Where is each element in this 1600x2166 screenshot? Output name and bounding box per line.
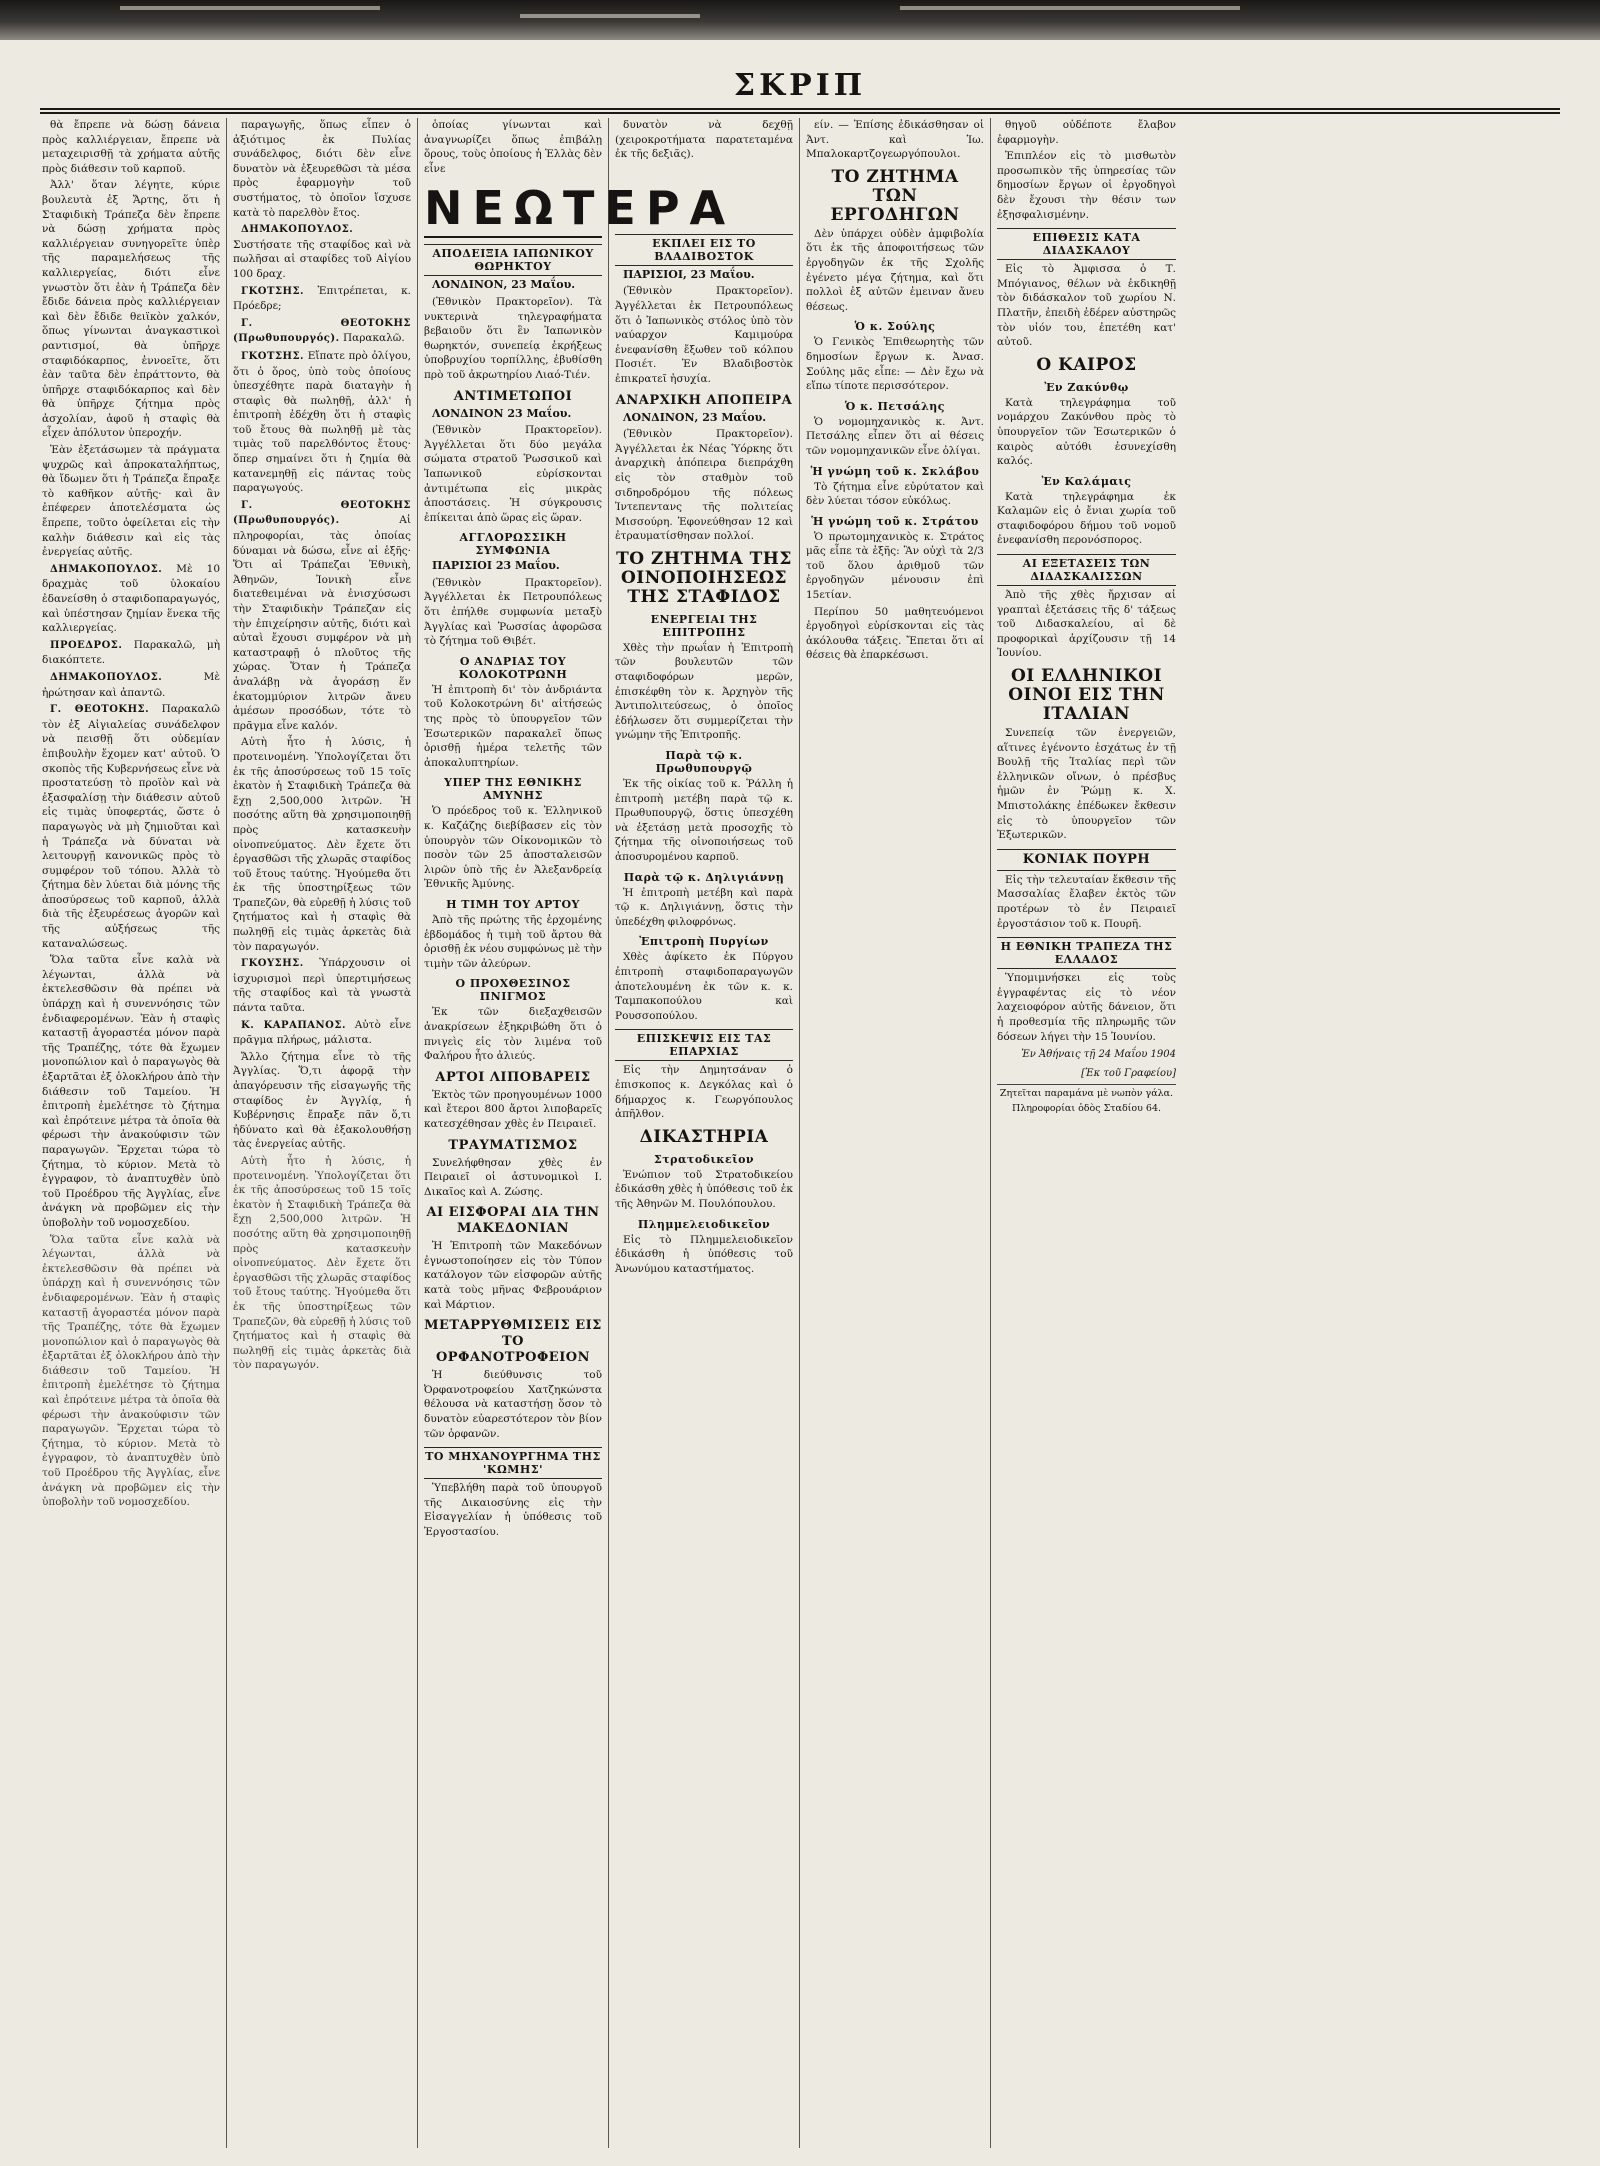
speaker-name: ΠΡΟΕΔΡΟΣ.	[50, 639, 123, 651]
speaker-name: ΓΚΟΤΣΗΣ.	[241, 285, 305, 297]
headline: ΑΠΟΔΕΙΞΙΑ ΙΑΠΩΝΙΚΟΥ ΘΩΡΗΚΤΟΥ	[424, 244, 602, 276]
headline: ΤΟ ΖΗΤΗΜΑ ΤΗΣ ΟΙΝΟΠΟΙΗΣΕΩΣ ΤΗΣ ΣΤΑΦΙΔΟΣ	[616, 548, 792, 607]
paragraph: θηγοῦ οὐδέποτε ἔλαβον ἐφαρμογὴν.	[997, 119, 1176, 146]
paragraph: Ἀπὸ τῆς πρώτης τῆς ἐρχομένης ἑβδομάδος ἡ τιμὴ τοῦ ἄρτου θὰ ὁρισθῇ ἐκ νέου συμφώνως μὲ τὴν τιμὴν τῶν ἀλεύρων.	[424, 913, 602, 970]
speech-text: Παρακαλῶ, μὴ διακόπτετε.	[42, 638, 221, 667]
speech	[233, 284, 411, 314]
paragraph: Κατὰ τηλεγράφημα ἐκ Καλαμῶν εἰς ὁ ἔνιαι χωρία τοῦ σταφιδοφόρου δήμου τοῦ νομοῦ ἐνεφανίσθη περονόσπορος.	[997, 490, 1176, 547]
paragraph: Ὁ πρωτομηχανικὸς κ. Στράτος μᾶς εἶπε τὰ ἑξῆς: Ἂν οὐχὶ τὰ 2/3 τοῦ ὅλου ἀριθμοῦ τῶν ἐργοδηγῶν μένουσιν ἐπὶ 15ετίαν.	[806, 530, 984, 602]
masthead-rule-2	[40, 112, 1560, 114]
speech-text: Εἴπατε πρὸ ὀλίγου, ὅτι ὁ ὅρος, ὑπὸ τοὺς ὁποίους ὑπεσχέθητε παρὰ διαταγὴν ἡ σταφὶς θὰ πωληθῇ, ἀλλ' ἡ ἐπιτροπὴ ἐδέχθη ὅτι ἡ σταφὶς τοῦ ἔτους θὰ πωληθῇ μὲ τὰς τιμὰς τοῦ παρελθόντος ἔτους· ὅπερ σημαίνει ὅτι ἡ ζημία θὰ κατανεμηθῇ εἰς πάντας τοὺς παραγωγούς.	[233, 349, 411, 495]
paragraph: Ἀλλ' ὅταν λέγητε, κύριε βουλευτὰ ἐξ Ἄρτης, ὅτι ἡ Σταφιδικὴ Τράπεζα δὲν ἔπρεπε νὰ δώσῃ χρήματα πρὸς καλλιέργειαν συνηγορεῖτε ὑπὲρ τῆς παραμελήσεως τῆς καλλιεργείας, διότι εἶνε γνωστὸν ὅτι ἐὰν ἡ Τράπεζα δὲν ἔδιδε δάνεια πρὸς καλλιέργειαν καὶ δὲν ἔδιδε θειϊκὸν χαλκόν, ὅπως γίνωνται ἀναγκαστικοὶ ραντισμοί, θὰ ὑπῆρχε σταφιδόκαρπος, ἐννοεῖτε, ὅτι ἐὰν ταῦτα δὲν ἐπράττοντο, θὰ ὑπῆρχε σταφιδόκαρπος καὶ δὲν θὰ ὑπῆρχε ζήτημα πρὸς ἀσχολίαν, ἀφοῦ ἡ σταφὶς θὰ εἶχεν ἀπόλυτον ὑπεροχήν.	[42, 179, 220, 440]
masthead-rule	[40, 108, 1560, 110]
headline: ΕΠΙΘΕΣΙΣ ΚΑΤΑ ΔΙΔΑΣΚΑΛΟΥ	[997, 228, 1176, 260]
subheadline: Πλημμελειοδικεῖον	[637, 1217, 771, 1231]
speaker-name: Γ. ΘΕΟΤΟΚΗΣ (Πρωθυπουργός).	[233, 499, 411, 527]
speech-text: Αὐτὸ εἶνε πρᾶγμα πλήρως, μάλιστα.	[233, 1018, 411, 1047]
headline: ΥΠΕΡ ΤΗΣ ΕΘΝΙΚΗΣ ΑΜΥΝΗΣ	[444, 776, 582, 803]
subheadline: Παρὰ τῷ κ. Πρωθυπουργῷ	[655, 749, 753, 776]
paragraph: Ἐπιπλέον εἰς τὸ μισθωτὸν προσωπικὸν τῆς ὑπηρεσίας τῶν δημοσίων ἔργων οἱ ἐργοδηγοὶ δὲν ἔχουσι τὴν θέσιν των ἐξησφαλισμένην.	[997, 150, 1176, 221]
speech	[233, 498, 411, 734]
paragraph: Ἐὰν ἐξετάσωμεν τὰ πράγματα ψυχρῶς καὶ ἀπροκαταλήπτως, θὰ ἴδωμεν ὅτι ἡ Τράπεζα ἔπραξε τὸ καθῆκον αὐτῆς· καὶ ἂν ἐπέφερεν ἀποτελέσματα ὡς ἔπρεπε, τοῦτο ὀφείλεται εἰς τὴν καλὴν διάθεσιν καὶ εἰς τὰς ἐνεργείας αὐτῆς.	[42, 444, 220, 559]
dateline: ΛΟΝΔΙΝΟΝ 23 Μαΐου.	[432, 406, 572, 420]
paragraph: Τὸ ζήτημα εἶνε εὐρύτατον καὶ δὲν λύεται τόσον εὐκόλως.	[806, 480, 984, 508]
speaker-name: ΓΚΟΥΣΗΣ.	[241, 958, 304, 970]
paragraph: Ἡ ἐπιτροπὴ δι' τὸν ἀνδριάντα τοῦ Κολοκοτρώνη δι' αἰτήσεώς της πρὸς τὸ ὑπουργεῖον τῶν Ἐσωτερικῶν παρακαλεῖ ὅπως ὁρισθῇ ἡμέρα τελετῆς τῶν ἀποκαλυπτηρίων.	[424, 683, 602, 769]
paragraph: Αὐτὴ ἦτο ἡ λύσις, ἡ προτεινομένη. Ὑπολογίζεται ὅτι ἐκ τῆς ἀποσύρσεως τοῦ 15 τοῖς ἑκατὸν ἡ Σταφιδικὴ Τράπεζα θὰ ἔχῃ 2,500,000 λιτρῶν. Ἡ ποσότης αὕτη θὰ χρησιμοποιηθῇ πρὸς κατασκευὴν οἰνοπνεύματος. Δὲν ἔχετε ὅτι ἐργασθῶσι τῆς χλωρᾶς σταφίδος τοῦ ἔτους ταύτης. Ἡγούμεθα ὅτι ἐκ τῆς ὑποστηρίξεως τῶν Τραπεζῶν, θὰ εὑρεθῇ ἡ λύσις τοῦ ζητήματος καὶ ἡ σταφὶς θὰ πωληθῇ εἰς τιμὰς ἀρκετὰς διὰ τὸν παραγωγόν.	[233, 1154, 411, 1372]
paragraph: Συνεπείᾳ τῶν ἐνεργειῶν, αἵτινες ἐγένοντο ἐσχάτως ἐν τῇ Βουλῇ τῆς Ἰταλίας περὶ τῶν ἑλληνικῶν οἴνων, ὁ πρέσβυς ἡμῶν ἐν Ῥώμῃ κ. Χ. Μπιστολάκης ἐπέδωκεν ἔκθεσιν εἰς τὸ ὑπουργεῖον τῶν Ἐξωτερικῶν.	[997, 727, 1176, 842]
headline: Ο ΑΝΔΡΙΑΣ ΤΟΥ ΚΟΛΟΚΟΤΡΩΝΗ	[458, 654, 568, 681]
headline: ΕΚΠΛΕΙ ΕΙΣ ΤΟ ΒΛΑΔΙΒΟΣΤΟΚ	[615, 234, 793, 266]
paragraph: Ὅλα ταῦτα εἶνε καλὰ νὰ λέγωνται, ἀλλὰ νὰ ἐκτελεσθῶσιν θὰ πρέπει νὰ ὑπάρχῃ καὶ ἡ συνεννόησις τῶν ἐνδιαφερομένων. Ἐὰν ἡ σταφὶς καταστῇ ἀγοραστέα μόνον παρὰ τῆς Τραπέζης, τότε θὰ ἔχωμεν μονοπώλιον καὶ ὁ παραγωγὸς θὰ ἐξαρτᾶται ἐξ ὁλοκλήρου ἀπὸ τὴν διάθεσιν τοῦ Ταμείου. Ἡ ἐπιτροπὴ ἐμελέτησε τὸ ζήτημα καὶ ἐπρότεινε μέτρα τὰ ὁποῖα θὰ φέρωσι τὴν ἀνακούφισιν τῶν παραγωγῶν. Ἔρχεται τώρα τὸ ζήτημα, τὸ κύριον. Μετὰ τὸ ἐγγραφον, τὸ ἀναπτυχθὲν ὑπὸ τοῦ Προέδρου τῆς Ἀγγλίας, εἶνε ἀνάγκη νὰ προβῶμεν εἰς τὴν ὑποβολὴν τοῦ νομοσχεδίου.	[42, 954, 220, 1229]
paragraph: Ἡ ἐπιτροπὴ μετέβη καὶ παρὰ τῷ κ. Δηλιγιάννῃ, ὅστις τὴν ὑπεδέχθη φιλοφρόνως.	[615, 886, 793, 928]
source-note: [Ἐκ τοῦ Γραφείου]	[1081, 1067, 1176, 1079]
classified-note: Ζητεῖται παραμάνα μὲ νωπὸν γάλα. Πληροφορίαι ὁδὸς Σταδίου 64.	[997, 1084, 1176, 1116]
speaker-name: Κ. ΚΑΡΑΠΑΝΟΣ.	[241, 1019, 346, 1031]
speaker-name: Γ. ΘΕΟΤΟΚΗΣ.	[50, 704, 150, 716]
subheadline: Ἐν Ζακύνθῳ	[1044, 380, 1129, 394]
subheadline: Ὁ κ. Σούλης	[854, 320, 936, 334]
column-5	[800, 118, 991, 2148]
speaker-name: ΔΗΜΑΚΟΠΟΥΛΟΣ.	[50, 671, 163, 683]
speech	[233, 956, 411, 1015]
speaker-name: ΔΗΜΑΚΟΠΟΥΛΟΣ.	[241, 224, 354, 236]
speech-text: Παρακαλῶ.	[342, 332, 405, 345]
column-6	[991, 118, 1182, 2148]
paragraph: Αὐτὴ ἦτο ἡ λύσις, ἡ προτεινομένη. Ὑπολογίζεται ὅτι ἐκ τῆς ἀποσύρσεως τοῦ 15 τοῖς ἑκατὸν ἡ Σταφιδικὴ Τράπεζα θὰ ἔχῃ 2,500,000 λιτρῶν. Ἡ ποσότης αὕτη θὰ χρησιμοποιηθῇ πρὸς κατασκευὴν οἰνοπνεύματος. Δὲν ἔχετε ὅτι ἐργασθῶσι τῆς χλωρᾶς σταφίδος τοῦ ἔτους ταύτης. Ἡγούμεθα ὅτι ἐκ τῆς ὑποστηρίξεως τῶν Τραπεζῶν, θὰ εὑρεθῇ ἡ λύσις τοῦ ζητήματος καὶ ἡ σταφὶς θὰ πωληθῇ εἰς τιμὰς ἀρκετὰς διὰ τὸν παραγωγόν.	[233, 736, 411, 953]
paragraph: Ἐκ τῶν διεξαχθεισῶν ἀνακρίσεων ἐξηκριβώθη ὅτι ὁ πνιγεὶς εἰς τὸν λιμένα τοῦ Φαλήρου ἦτο ἀλιεύς.	[424, 1006, 602, 1063]
speech-text: Αἱ πληροφορίαι, τὰς ὁποίας δύναμαι νὰ δώσω, εἶνε αἱ ἑξῆς· Ὅτι αἱ Τράπεζαι Ἐθνικὴ, Ἀθηνῶν, Ἰονικὴ εἶνε διατεθειμέναι νὰ ἐνισχύσωσι τὴν Σταφιδικὴν Τράπεζαν εἰς τὴν ἐπιχείρησιν αὐτῆς, διότι καὶ αὐταὶ ἔχουσι συμφέρον νὰ μὴ καταστραφῇ ὁ πλοῦτος τῆς χώρας. Ὅταν ἡ Τράπεζα ἀναλάβῃ νὰ ἀγοράσῃ ἕν ἑκατομμύριον λιτρῶν ἄνευ ἀμέσων προσόδων, τότε τὸ πρᾶγμα εἶνε καλόν.	[233, 514, 411, 732]
paragraph: Ἐκ τῆς οἰκίας τοῦ κ. Ῥάλλη ἡ ἐπιτροπὴ μετέβη παρὰ τῷ κ. Πρωθυπουργῷ, ὅστις ὑπεσχέθη νὰ ἐξετάσῃ μετὰ προσοχῆς τὸ ζήτημα τῆς οἰνοποιήσεως τοῦ ἀποσυρομένου καρποῦ.	[615, 778, 793, 863]
masthead: ΣΚΡΙΠ	[733, 68, 867, 103]
paragraph: Ἐκτὸς τῶν προηγουμένων 1000 καὶ ἔτεροι 800 ἄρτοι λιποβαρεῖς κατεσχέθησαν χθὲς ἐν Πειραιεῖ.	[424, 1088, 602, 1130]
paragraph: Ὑπεβλήθη παρὰ τοῦ ὑπουργοῦ τῆς Δικαιοσύνης εἰς τὴν Εἰσαγγελίαν ἡ ὑπόθεσις τοῦ Ἐργοστασίου.	[424, 1482, 602, 1538]
paragraph: Δὲν ὑπάρχει οὐδὲν ἀμφιβολία ὅτι ἐκ τῆς ἀποφοιτήσεως τῶν ἐργοδηγῶν ἐκ τῆς Σχολῆς ἐγένετο μέγα ζήτημα, καὶ ὅτι πολλοὶ ἐξ αὐτῶν ἐμειναν ἄνευ θέσεως.	[806, 227, 984, 313]
headline: ΑΝΤΙΜΕΤΩΠΟΙ	[453, 388, 573, 404]
dateline: ΠΑΡΙΣΙΟΙ 23 Μαΐου.	[432, 559, 560, 573]
speech	[233, 316, 411, 347]
paragraph: (Ἐθνικὸν Πρακτορεῖον). Τὰ νυκτερινὰ τηλεγραφήματα βεβαιοῦν ὅτι ἓν Ἰαπωνικὸν θωρηκτόν, συνεπείᾳ ἐκρήξεως ὑποβρυχίου τορπίλλης, ἐβυθίσθη πρὸ τοῦ ἀκρωτηρίου Λιαό-Τιέν.	[424, 295, 602, 381]
paragraph: (Ἐθνικὸν Πρακτορεῖον). Ἀγγέλλεται ἐκ Πετρουπόλεως ὅτι ὁ Ἰαπωνικὸς στόλος ὑπὸ τὸν ναύαρχον Καμιμούρα ἐνεφανίσθη ἔξωθεν τοῦ κόλπου Ποσιέτ. Ἐν Βλαδιβοστὸκ ἐπικρατεῖ ἡσυχία.	[615, 285, 793, 385]
speech	[42, 702, 220, 951]
subheadline: Ἡ γνώμη τοῦ κ. Σκλάβου	[810, 464, 980, 478]
headline: ΤΡΑΥΜΑΤΙΣΜΟΣ	[448, 1137, 578, 1153]
headline: ΑΝΑΡΧΙΚΗ ΑΠΟΠΕΙΡΑ	[615, 392, 793, 408]
speech	[233, 222, 411, 281]
speech-text: Συστήσατε τῆς σταφίδος καὶ νὰ πωλῆσαι αἱ σταφίδες τοῦ Αἰγίου 100 δραχ.	[233, 238, 411, 280]
paragraph: (Ἐθνικὸν Πρακτορεῖον). Ἀγγέλλεται ἐκ Νέας Ὑόρκης ὅτι ἀναρχικὴ ἀπόπειρα διεπράχθη εἰς τὸν σταθμὸν τοῦ σιδηροδρόμου τῆς πόλεως Ἰντεπεντανς τῆς πολιτείας Μισσούρη. Ἐφονεύθησαν 12 καὶ ἐτραυματίσθησαν πολλοί.	[615, 428, 793, 543]
paragraph: Συνελήφθησαν χθὲς ἐν Πειραιεῖ οἱ ἀστυνομικοὶ Ι. Δικαῖος καὶ Α. Ζώσης.	[424, 1156, 602, 1198]
headline: ΜΕΤΑΡΡΥΘΜΙΣΕΙΣ ΕΙΣ ΤΟ ΟΡΦΑΝΟΤΡΟΦΕΙΟΝ	[424, 1318, 602, 1366]
headline: ΤΟ ΖΗΤΗΜΑ ΤΩΝ ΕΡΓΟΔΗΓΩΝ	[830, 166, 960, 225]
columns	[36, 118, 1564, 2148]
paragraph: Ὁ Γενικὸς Ἐπιθεωρητὴς τῶν δημοσίων ἔργων κ. Ἀνασ. Σούλης μᾶς εἶπε: — Δὲν ἔχω νὰ εἴπω τίποτε περισσότερον.	[806, 336, 984, 393]
subheadline: Στρατοδικεῖον	[653, 1152, 755, 1166]
paragraph: (Ἐθνικὸν Πρακτορεῖον). Ἀγγέλλεται ἐκ Πετρουπόλεως ὅτι ἐπήλθε συμφωνία μεταξὺ Ἀγγλίας καὶ Ῥωσσίας ἀφορῶσα τὸ ζήτημα τοῦ Θιβέτ.	[424, 576, 602, 648]
paragraph: (Ἐθνικὸν Πρακτορεῖον). Ἀγγέλλεται ὅτι δύο μεγάλα σώματα στρατοῦ Ῥωσσικοῦ καὶ Ἰαπωνικοῦ εὑρίσκονται ἀντιμέτωπα εἰς μικρὰς ἀποστάσεις. Ἡ σύγκρουσις ἐπίκειται ἀπὸ ὥρας εἰς ὥραν.	[424, 424, 602, 524]
paragraph: ὁποίας γίνωνται καὶ ἀναγνωρίζει ὅπως ἐπιβάλῃ ὅρους, τοὺς ὁποίους ἡ Ἑλλὰς δὲν εἶνε	[424, 119, 602, 175]
paragraph: Εἰς τὸ Ἀμφισσα ὁ Τ. Μπόγιανος, θέλων νὰ ἐκδικηθῇ τὸν διδάσκαλον τοῦ χωρίου Ν. Πλατῆν, ἐπειδὴ ἐδέρεν αὐστηρῶς τὸν υἱόν του, ἐπετέθη κατ' αὐτοῦ.	[997, 263, 1176, 349]
column-1	[36, 118, 227, 2148]
headline: ΤΟ ΜΗΧΑΝΟΥΡΓΗΜΑ ΤΗΣ 'ΚΩΜΗΣ'	[424, 1447, 602, 1479]
scan-edge-band	[0, 0, 1600, 40]
paragraph: Ἡ Ἐπιτροπὴ τῶν Μακεδόνων ἐγνωστοποίησεν εἰς τὸν Τύπον κατάλογον τῶν εἰσφορῶν αὐτῆς κατὰ τοὺς μῆνας Φεβρουάριον καὶ Μάρτιον.	[424, 1240, 602, 1311]
speech	[42, 562, 220, 636]
headline: ΟΙ ΕΛΛΗΝΙΚΟΙ ΟΙΝΟΙ ΕΙΣ ΤΗΝ ΙΤΑΛΙΑΝ	[1008, 666, 1165, 725]
subheadline: Παρὰ τῷ κ. Δηλιγιάννῃ	[623, 870, 785, 884]
headline: Ο ΚΑΙΡΟΣ	[1036, 354, 1137, 375]
headline: ΑΡΤΟΙ ΛΙΠΟΒΑΡΕΙΣ	[435, 1069, 591, 1085]
paragraph: Ὁ νομομηχανικὸς κ. Ἀντ. Πετσάλης εἶπεν ὅτι αἱ θέσεις τῶν νομομηχανικῶν εἶνε ὀλίγαι.	[806, 415, 984, 457]
paragraph: Ἀπὸ τῆς χθὲς ἤρχισαν αἱ γραπταὶ ἐξετάσεις τῆς δ' τάξεως τοῦ Διδασκαλείου, αἱ δὲ προφορικαὶ ἀρχίζουσιν τῇ 14 Ἰουνίου.	[997, 589, 1176, 660]
speech-text: Ὑπάρχουσιν οἱ ἰσχυρισμοὶ περὶ ὑπερτιμήσεως τῆς σταφίδος καὶ τὰ γνωστὰ πάντα ταῦτα.	[233, 957, 412, 1015]
headline: ΑΓΓΛΟΡΩΣΣΙΚΗ ΣΥΜΦΩΝΙΑ	[459, 531, 567, 558]
speech-text: Μὲ 10 δραχμὰς τοῦ ὑλοκαίου ἐδανείσθη ὁ σταφιδοπαραγωγός, καὶ ὑπέστησαν ζημίαν ἕνεκα τῆς καλλιεργείας.	[42, 562, 220, 635]
speech	[233, 349, 411, 496]
headline: ΔΙΚΑΣΤΗΡΙΑ	[639, 1126, 769, 1147]
column-4	[609, 118, 800, 2148]
paragraph: παραγωγῆς, ὅπως εἶπεν ὁ ἀξιότιμος ἐκ Πυλίας συνάδελφος, διότι δὲν εἶνε δυνατὸν νὰ ἐξευρεθῶσι τὰ μέσα πρὸς ἐφαρμογὴν τοῦ συστήματος, τὸ ὁποῖον ἴσχυσε κατὰ τὸ παρελθὸν ἔτος.	[233, 119, 411, 219]
subheadline: Ἡ γνώμη τοῦ κ. Στράτου	[811, 514, 979, 528]
dateline: Ἐν Ἀθήναις τῇ 24 Μαΐου 1904	[1021, 1049, 1176, 1061]
headline: Η ΤΙΜΗ ΤΟΥ ΑΡΤΟΥ	[446, 897, 580, 911]
paragraph: Ἄλλο ζήτημα εἶνε τὸ τῆς Ἀγγλίας. Ὅ,τι ἀφορᾷ τὴν ἀπαγόρευσιν τῆς εἰσαγωγῆς τῆς σταφίδος ἐν Ἀγγλίᾳ, ἡ Κυβέρνησις ἔπραξε πᾶν ὅ,τι ἠδύνατο καὶ θὰ ἐξακολουθήσῃ τὰς ἐνεργείας αὐτῆς.	[233, 1050, 411, 1151]
dateline: ΠΑΡΙΣΙΟΙ, 23 Μαΐου.	[623, 267, 755, 281]
paragraph: είν. — Ἐπίσης ἐδικάσθησαν οἱ Ἀντ. καὶ Ἰω. Μπαλοκαρτζογεωργόπουλοι.	[806, 119, 984, 161]
speech-text: Μὲ ἠρώτησαν καὶ ἀπαντῶ.	[42, 670, 220, 699]
dateline: ΛΟΝΔΙΝΟΝ, 23 Μαΐου.	[623, 410, 767, 424]
section-title-spacer	[615, 164, 793, 228]
speech	[42, 638, 220, 668]
paragraph: δυνατὸν νὰ δεχθῇ (χειροκροτήματα παρατεταμένα ἐκ τῆς δεξιᾶς).	[615, 119, 793, 161]
headline: ΕΠΙΣΚΕΨΙΣ ΕΙΣ ΤΑΣ ΕΠΑΡΧΙΑΣ	[615, 1029, 793, 1061]
speech	[42, 670, 220, 700]
paragraph: Χθὲς ἀφίκετο ἐκ Πύργου ἐπιτροπὴ σταφιδοπαραγωγῶν ἀποτελουμένη ἐκ τῶν κ. κ. Ταμπακοπούλου καὶ Ρουσσοπούλου.	[615, 951, 793, 1022]
headline: ΚΟΝΙΑΚ ΠΟΥΡΗ	[997, 849, 1176, 871]
speech-text: Παρακαλῶ τὸν ἐξ Αἰγιαλείας συνάδελφον νὰ πεισθῇ ὅτι οὐδεμίαν ἐπιβουλὴν ἔχομεν κατ' αὐτοῦ. Ὁ σκοπὸς τῆς Κυβερνήσεως εἶνε νὰ προστατεύσῃ τὸ προϊὸν καὶ νὰ ἐξασφαλίσῃ τὴν διάθεσιν αὐτοῦ εἰς τιμὰς ὑποφερτάς, ὥστε ὁ παραγωγὸς νὰ μὴ ζημιοῦται καὶ ἡ Τράπεζα νὰ δύναται νὰ λειτουργῇ κανονικῶς πρὸς τὸ συμφέρον τοῦ τόπου. Ἀλλὰ τὸ ζήτημα δὲν λύεται διὰ μόνης τῆς ἀποσύρσεως τοῦ καρποῦ, ἀλλὰ διὰ τῆς ἐξευρέσεως ἀγορῶν καὶ τῆς αὐξήσεως τῆς καταναλώσεως.	[42, 703, 220, 950]
paragraph: Ἡ διεύθυνσις τοῦ Ὀρφανοτροφείου Χατζηκώνστα θέλουσα νὰ καταστήσῃ ὅσον τὸ δυνατὸν εὐαρεστότερον τὸν βίον τῶν ὀρφανῶν.	[424, 1369, 602, 1440]
speaker-name: ΓΚΟΤΣΗΣ.	[241, 350, 305, 362]
column-2	[227, 118, 418, 2148]
headline: Ο ΠΡΟΧΘΕΣΙΝΟΣ ΠΝΙΓΜΟΣ	[455, 977, 571, 1004]
paragraph: Κατὰ τηλεγράφημα τοῦ νομάρχου Ζακύνθου πρὸς τὸ ὑπουργεῖον τῶν Ἐσωτερικῶν ὁ καιρὸς αὐτόθι ἐσυνεχίσθη καλός.	[997, 396, 1176, 468]
subheadline: ΕΝΕΡΓΕΙΑΙ ΤΗΣ ΕΠΙΤΡΟΠΗΣ	[650, 612, 758, 639]
subheadline: Ἐπιτροπὴ Πυργίων	[639, 935, 769, 949]
paragraph: Εἰς τὸ Πλημμελειοδικεῖον ἐδικάσθη ἡ ὑπόθεσις τοῦ Ἀνωνύμου καταστήματος.	[615, 1233, 793, 1275]
subheadline: Ὁ κ. Πετσάλης	[845, 399, 945, 413]
paragraph: θὰ ἔπρεπε νὰ δώσῃ δάνεια πρὸς καλλιέργειαν, ἔπρεπε νὰ μεταχειρισθῇ τὰ χρήματα αὐτῆς πρὸς διάθεσιν τοῦ καρποῦ.	[42, 119, 220, 175]
dateline: ΛΟΝΔΙΝΟΝ, 23 Μαΐου.	[432, 278, 576, 292]
paragraph: Ὅλα ταῦτα εἶνε καλὰ νὰ λέγωνται, ἀλλὰ νὰ ἐκτελεσθῶσιν θὰ πρέπει νὰ ὑπάρχῃ καὶ ἡ συνεννόησις τῶν ἐνδιαφερομένων. Ἐὰν ἡ σταφὶς καταστῇ ἀγοραστέα μόνον παρὰ τῆς Τραπέζης, τότε θὰ ἔχωμεν μονοπώλιον καὶ ὁ παραγωγὸς θὰ ἐξαρτᾶται ἐξ ὁλοκλήρου ἀπὸ τὴν διάθεσιν τοῦ Ταμείου. Ἡ ἐπιτροπὴ ἐμελέτησε τὸ ζήτημα καὶ ἐπρότεινε μέτρα τὰ ὁποῖα θὰ φέρωσι τὴν ἀνακούφισιν τῶν παραγωγῶν. Ἔρχεται τώρα τὸ ζήτημα, τὸ κύριον. Μετὰ τὸ ἐγγραφον, τὸ ἀναπτυχθὲν ὑπὸ τοῦ Προέδρου τῆς Ἀγγλίας, εἶνε ἀνάγκη νὰ προβῶμεν εἰς τὴν ὑποβολὴν τοῦ νομοσχεδίου.	[42, 1233, 220, 1509]
paragraph: Εἰς τὴν Δημητσάναν ὁ ἐπισκοπος κ. Δεγκόλας καὶ ὁ δήμαρχος κ. Γεωργόπουλος ἀπῆλθον.	[615, 1064, 793, 1121]
speech	[233, 1018, 411, 1048]
paragraph: Περίπου 50 μαθητευόμενοι ἐργοδηγοὶ εὑρίσκονται εἰς τὰς ἀκόλουθα τάξεις. Ἔπεται ὅτι αἱ θέσεις θὰ ἐπαρκέσωσι.	[806, 605, 984, 662]
headline: ΑΙ ΕΞΕΤΑΣΕΙΣ ΤΩΝ ΔΙΔΑΣΚΑΛΙΣΣΩΝ	[997, 554, 1176, 586]
headline: ΑΙ ΕΙΣΦΟΡΑΙ ΔΙΑ ΤΗΝ ΜΑΚΕΔΟΝΙΑΝ	[426, 1205, 600, 1237]
paragraph: Ὁ πρόεδρος τοῦ κ. Ἑλληνικοῦ κ. Καζάζης διεβίβασεν εἰς τὸν ὑπουργὸν τῶν Οἰκονομικῶν τὸ ποσὸν τῶν 25 ἀποσταλεισῶν λιρῶν ὑπὸ τῆς ἐν Ἀλεξανδρείᾳ Ἐθνικῆς Ἀμύνης.	[424, 805, 602, 891]
section-title: ΝΕΩΤΕΡΑ	[424, 180, 602, 238]
headline: Η ΕΘΝΙΚΗ ΤΡΑΠΕΖΑ ΤΗΣ ΕΛΛΑΔΟΣ	[997, 937, 1176, 969]
speech-text: Ἐπιτρέπεται, κ. Πρόεδρε;	[233, 284, 411, 313]
speaker-name: Γ. ΘΕΟΤΟΚΗΣ (Πρωθυπουργός).	[233, 317, 411, 345]
paragraph: Εἰς τὴν τελευταίαν ἔκθεσιν τῆς Μασσαλίας ἔλαβεν ἐκτὸς τῶν προτέρων τὸ ἐν Πειραιεῖ ἐργοστάσιον τοῦ κ. Πουρῆ.	[997, 873, 1176, 930]
speaker-name: ΔΗΜΑΚΟΠΟΥΛΟΣ.	[50, 563, 163, 575]
paragraph: Ὑπομιμνήσκει εἰς τοὺς ἐγγραφέντας εἰς τὸ νέον λαχειοφόρον αὐτῆς δάνειον, ὅτι ἡ προθεσμία τῆς πληρωμῆς τῶν δόσεων λήγει τὴν 15 Ἰουνίου.	[997, 972, 1176, 1043]
subheadline: Ἐν Καλάμαις	[1041, 474, 1132, 488]
paragraph: Ἐνώπιον τοῦ Στρατοδικείου ἐδικάσθη χθὲς ἡ ὑπόθεσις τοῦ ἐκ τῆς Ἀθηνῶν Μ. Πουλόπουλου.	[615, 1168, 793, 1210]
paragraph: Χθὲς τὴν πρωΐαν ἡ Ἐπιτροπὴ τῶν βουλευτῶν τῶν σταφιδοφόρων μερῶν, ἐπισκέφθη τὸν κ. Ἀρχηγὸν τῆς Ἀντιπολιτεύσεως, ὁ ὁποῖος ἐδήλωσεν ὅτι συμμερίζεται τὴν γνώμην τῆς Ἐπιτροπῆς.	[615, 641, 793, 742]
